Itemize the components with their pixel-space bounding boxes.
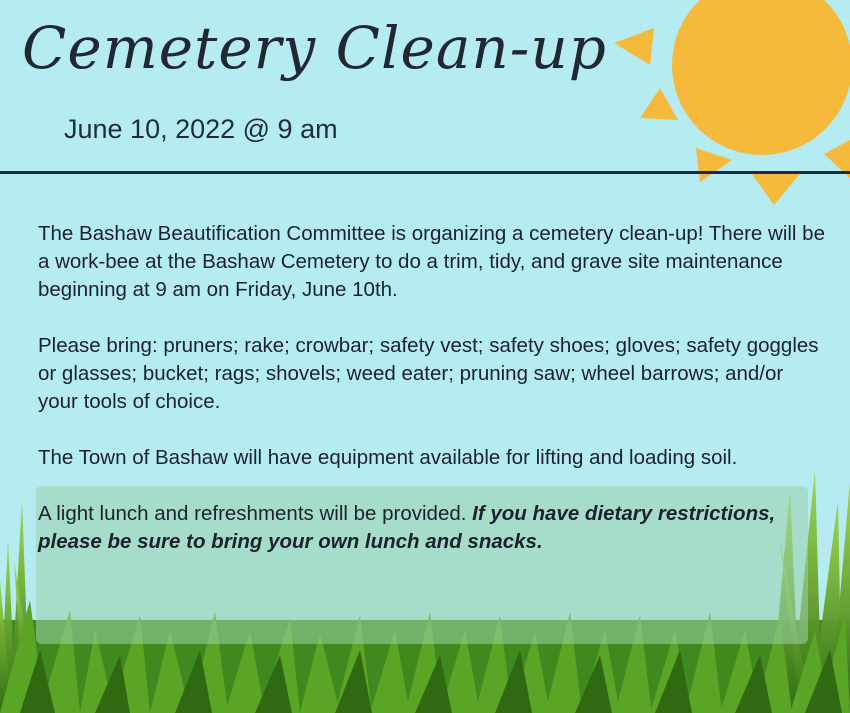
dietary-warning: If you have dietary restrictions, please be sure to bring your own lunch and snacks. bbox=[38, 502, 776, 553]
paragraph-intro: The Bashaw Beautification Committee is organizing a cemetery clean-up! There will be a work-bee at the Bashaw Cemetery to do a trim, tidy, and grave site maintenance beginning at 9 am on Friday, June 10th. bbox=[38, 222, 825, 301]
sun-icon bbox=[600, 0, 850, 215]
paragraph-lunch bbox=[38, 500, 828, 556]
header-divider bbox=[0, 171, 850, 174]
event-title: Cemetery Clean-up bbox=[22, 14, 607, 82]
event-date: June 10, 2022 @ 9 am bbox=[64, 114, 338, 144]
flyer-body bbox=[38, 220, 828, 584]
lunch-note: A light lunch and refreshments will be provided. bbox=[38, 502, 473, 525]
paragraph-equipment: The Town of Bashaw will have equipment available for lifting and loading soil. bbox=[38, 446, 738, 469]
paragraph-supplies: Please bring: pruners; rake; crowbar; safety vest; safety shoes; gloves; safety goggles or glasses; bucket; rags; shovels; weed eater; pruning saw; wheel barrows; and/or your tools of choice. bbox=[38, 334, 819, 413]
